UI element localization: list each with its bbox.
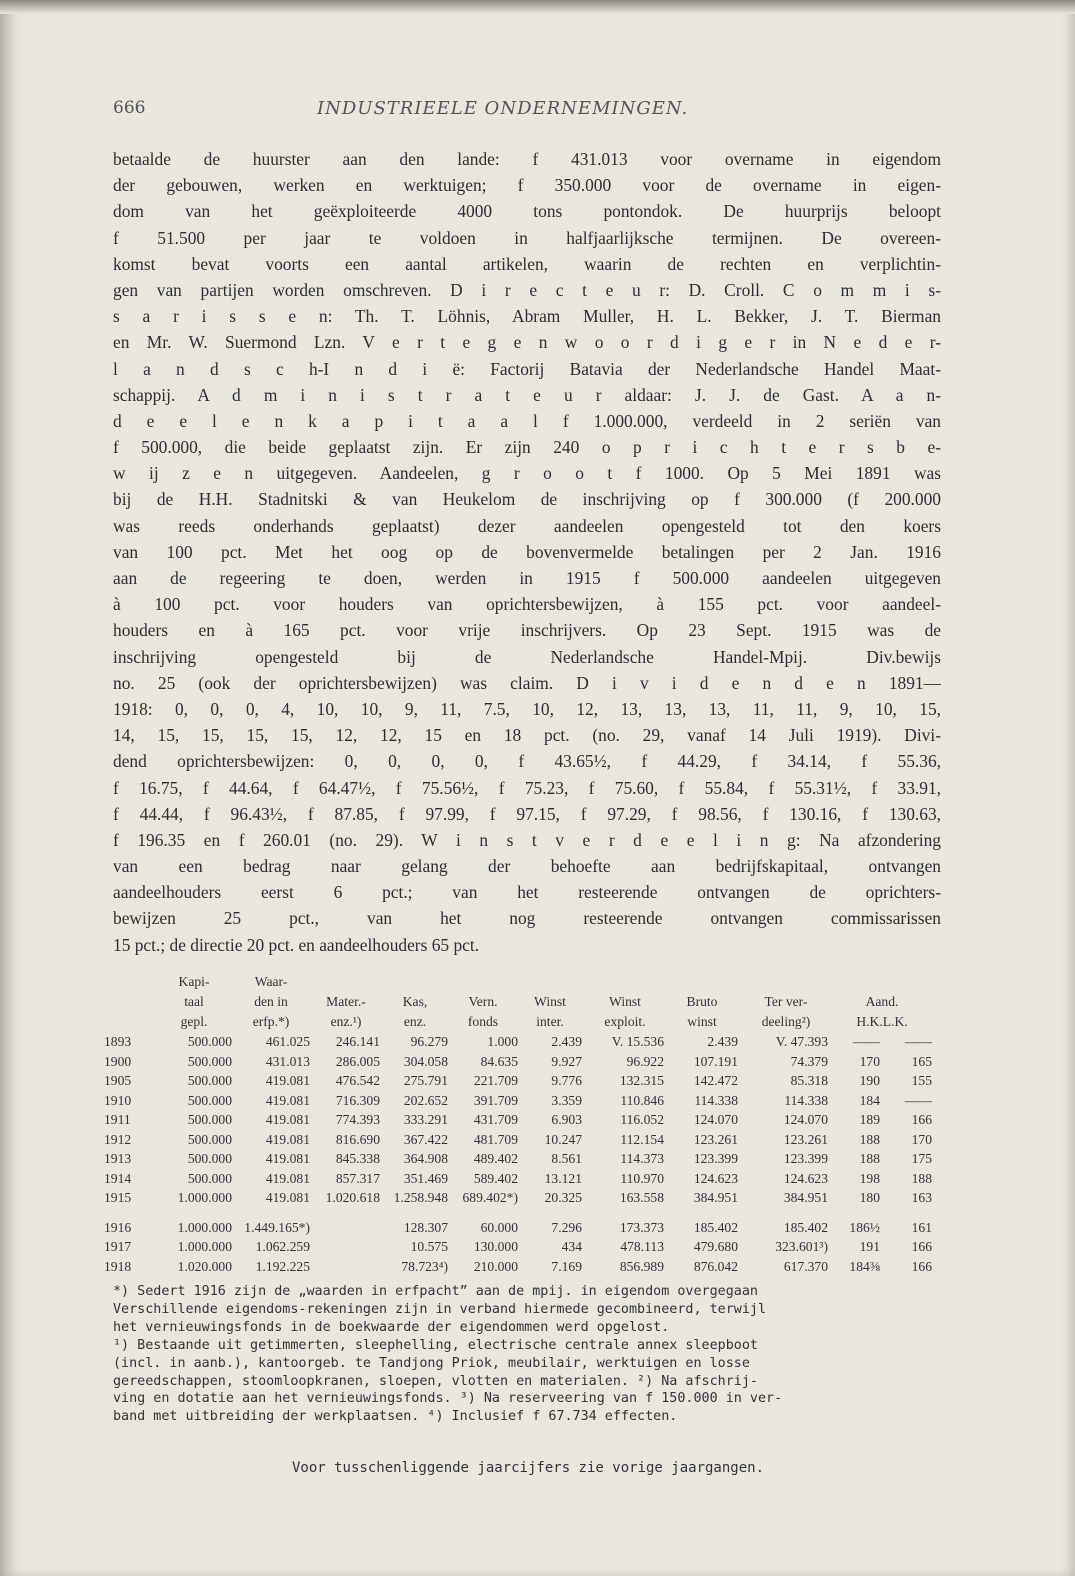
table-cell: 857.317 [335, 1170, 380, 1186]
table-header-cell: Mater.- [326, 994, 366, 1009]
table-cell: 419.081 [265, 1092, 310, 1108]
footnote-line: *) Sedert 1916 zijn de „waarden in erfpacht” aan de mpij. in eigendom overgegaan [113, 1284, 758, 1299]
table-cell: 3.359 [551, 1092, 582, 1108]
table-cell: 367.422 [403, 1131, 448, 1147]
table-header-cell: inter. [536, 1014, 564, 1029]
page-header [113, 98, 943, 126]
body-line: aandeelhouders eerst 6 pct.; van het resteerende ontvangen de oprichters- [113, 882, 941, 903]
table-cell: 364.908 [403, 1151, 448, 1166]
running-head: INDUSTRIEELE ONDERNEMINGEN. [317, 98, 689, 119]
table-year-cell: 1913 [104, 1151, 132, 1166]
table-cell: 84.635 [480, 1053, 518, 1069]
financial-table [104, 974, 944, 1278]
table-cell: 190 [859, 1073, 880, 1088]
table-row [104, 1190, 944, 1210]
page-number: 666 [113, 98, 146, 118]
table-cell: 124.623 [693, 1170, 738, 1186]
table-header-cell: Ter ver- [764, 994, 808, 1009]
table-cell: 6.903 [551, 1112, 582, 1127]
table-cell: 434 [561, 1239, 582, 1254]
table-cell: 2.439 [551, 1034, 582, 1049]
table-cell: 391.709 [473, 1092, 518, 1108]
table-header-cell: gepl. [180, 1014, 208, 1029]
table-cell: 128.307 [403, 1219, 448, 1235]
table-cell: 1.020.000 [177, 1258, 232, 1274]
table-cell: 246.141 [335, 1034, 380, 1049]
body-line: aan de regeering te doen, werden in 1915 f 500.000 aandeelen uitgegeven [113, 568, 941, 588]
table-header-cell: den in [254, 994, 288, 1009]
table-cell: 10.575 [410, 1239, 448, 1254]
table-cell: 351.469 [403, 1170, 448, 1186]
table-cell: 166 [911, 1239, 932, 1254]
table-cell: 419.081 [265, 1151, 310, 1166]
table-cell: 7.296 [551, 1219, 582, 1235]
table-row [104, 1220, 944, 1240]
table-header-cell: H.K.L.K. [856, 1014, 908, 1029]
table-header-cell: Kapi- [178, 974, 210, 989]
table-cell: 191 [859, 1239, 880, 1254]
table-year-cell: 1912 [104, 1131, 132, 1147]
table-cell: 124.070 [783, 1112, 828, 1127]
table-row [104, 1132, 944, 1152]
table-cell: 481.709 [473, 1131, 518, 1147]
body-line: l a n d s c h-I n d i ë: Factorij Batavia der Nederlandsche Handel Maat- [113, 358, 941, 379]
table-cell: 20.325 [544, 1190, 582, 1205]
body-line: 15 pct.; de directie 20 pct. en aandeelhouders 65 pct. [113, 934, 480, 955]
table-row [104, 1073, 944, 1093]
table-year-cell: 1916 [104, 1219, 132, 1235]
table-header-cell: enz. [403, 1014, 427, 1029]
table-cell: 114.338 [694, 1092, 738, 1108]
body-line: f 196.35 en f 260.01 (no. 29). W i n s t v e r d e e l i n g: Na afzondering [113, 829, 941, 850]
table-year-cell: 1900 [104, 1053, 132, 1069]
table-cell: 431.013 [265, 1053, 310, 1069]
table-cell: 210.000 [473, 1258, 518, 1274]
table-cell: 333.291 [403, 1112, 448, 1127]
table-cell: 202.652 [403, 1092, 448, 1108]
table-cell: 9.927 [551, 1053, 582, 1069]
table-cell: 124.623 [783, 1170, 828, 1186]
table-row [104, 1093, 944, 1113]
body-line: bewijzen 25 pct., van het nog resteerende ontvangen commissarissen [113, 908, 941, 929]
table-cell: 142.472 [693, 1073, 738, 1088]
table-cell: 96.922 [626, 1053, 664, 1069]
table-cell: —— [852, 1034, 880, 1049]
table-cell: 185.402 [693, 1219, 738, 1235]
table-row [104, 1034, 944, 1054]
table-cell: 123.399 [783, 1151, 828, 1166]
table-cell: 114.373 [620, 1151, 664, 1166]
body-line: was reeds onderhands geplaatst) dezer aandeelen opengesteld tot den koers [113, 515, 941, 536]
table-cell: 500.000 [187, 1131, 232, 1147]
table-cell: 716.309 [335, 1092, 380, 1108]
page-edge-shadow [0, 0, 1075, 14]
body-line: der gebouwen, werken en werktuigen; f 350.000 voor de overname in eigen- [113, 175, 941, 196]
table-year-cell: 1893 [104, 1034, 132, 1049]
table-cell: 170 [911, 1131, 932, 1147]
table-cell: 188 [859, 1151, 880, 1166]
body-line: van een bedrag naar gelang der behoefte aan bedrijfskapitaal, ontvangen [113, 856, 941, 877]
table-cell: 189 [859, 1112, 880, 1127]
table-cell: 130.000 [473, 1239, 518, 1254]
table-cell: 170 [859, 1053, 880, 1069]
table-cell: 845.338 [335, 1151, 380, 1166]
table-cell: 112.154 [620, 1131, 664, 1147]
table-cell: 1.192.225 [255, 1258, 310, 1274]
body-line: 1918: 0, 0, 0, 4, 10, 10, 9, 11, 7.5, 10, 12, 13, 13, 13, 11, 11, 9, 10, 15, [113, 698, 941, 719]
body-line: f 44.44, f 96.43½, f 87.85, f 97.99, f 97.15, f 97.29, f 98.56, f 130.16, f 130.63, [113, 803, 941, 824]
table-cell: 1.000.000 [177, 1190, 232, 1205]
table-cell: 419.081 [265, 1190, 310, 1205]
table-header-cell: Waar- [254, 974, 288, 989]
body-line: schappij. A d m i n i s t r a t e u r aldaar: J. J. de Gast. A a n- [113, 384, 941, 405]
table-cell: —— [904, 1092, 932, 1108]
table-cell: 500.000 [187, 1112, 232, 1127]
footnote-line: Verschillende eigendoms-rekeningen zijn in verband hiermede gecombineerd, terwijl [113, 1301, 767, 1317]
table-cell: 1.000.000 [177, 1239, 232, 1254]
table-cell: 500.000 [187, 1053, 232, 1069]
table-header-cell: Kas, [402, 994, 428, 1009]
body-line: 14, 15, 15, 15, 15, 12, 12, 15 en 18 pct. (no. 29, vanaf 14 Juli 1919). Divi- [113, 725, 941, 746]
table-cell: 198 [859, 1170, 880, 1186]
table-header-cell: Aand. [865, 994, 899, 1009]
table-cell: V. 15.536 [611, 1034, 664, 1049]
table-row [104, 1054, 944, 1074]
table-cell: 2.439 [707, 1034, 738, 1049]
table-cell: 188 [859, 1131, 880, 1147]
table-cell: 323.601³) [775, 1239, 828, 1254]
table-cell: 8.561 [551, 1151, 582, 1166]
table-cell: 1.020.618 [325, 1190, 380, 1205]
closing-note: Voor tusschenliggende jaarcijfers zie vorige jaargangen. [291, 1460, 764, 1476]
table-cell: 107.191 [693, 1053, 738, 1069]
table-header-cell: Winst [609, 994, 641, 1009]
table-cell: 419.081 [265, 1112, 310, 1127]
table-cell: 489.402 [473, 1151, 518, 1166]
table-cell: 114.338 [784, 1092, 828, 1108]
table-row [104, 1171, 944, 1191]
table-cell: 60.000 [480, 1219, 518, 1235]
table-cell: 123.261 [783, 1131, 828, 1147]
table-cell: 816.690 [335, 1131, 380, 1147]
table-spacer [104, 1210, 944, 1220]
body-line: komst bevat voorts een aantal artikelen, waarin de rechten en verplichtin- [113, 253, 941, 274]
table-cell: 461.025 [265, 1034, 310, 1049]
footnote-line: het vernieuwingsfonds in de boekwaarde der eigendommen werd opgelost. [113, 1319, 670, 1335]
table-cell: 689.402*) [462, 1190, 518, 1205]
table-cell: 166 [911, 1258, 932, 1274]
table-cell: 110.970 [620, 1170, 664, 1186]
table-row [104, 1151, 944, 1171]
table-cell: 500.000 [187, 1151, 232, 1166]
table-year-cell: 1915 [104, 1190, 132, 1205]
table-header-cell: erfp.*) [252, 1014, 290, 1029]
table-cell: 74.379 [790, 1053, 828, 1069]
table-cell: 500.000 [187, 1034, 232, 1049]
table-cell: 1.000 [487, 1034, 518, 1049]
footnote-line: band met uitbreiding der werkplaatsen. ⁴) Inclusief f 67.734 effecten. [113, 1409, 678, 1425]
table-cell: 384.951 [693, 1190, 738, 1205]
table-cell: 155 [911, 1073, 932, 1088]
table-cell: 184 [859, 1092, 880, 1108]
table-footnotes [113, 1283, 943, 1426]
table-year-cell: 1914 [104, 1170, 132, 1186]
table-cell: 85.318 [790, 1073, 828, 1088]
table-cell: 1.062.259 [255, 1239, 310, 1254]
table-cell: 166 [911, 1112, 932, 1127]
table-header-cell: winst [687, 1014, 717, 1029]
table-cell: 175 [911, 1151, 932, 1166]
table-cell: 188 [911, 1170, 932, 1186]
table-cell: 96.279 [410, 1034, 448, 1049]
table-cell: V. 47.393 [775, 1034, 828, 1049]
table-cell: 500.000 [187, 1170, 232, 1186]
body-line: w ij z e n uitgegeven. Aandeelen, g r o o t f 1000. Op 5 Mei 1891 was [113, 463, 941, 484]
table-cell: 180 [859, 1190, 880, 1205]
table-row [104, 1259, 944, 1279]
table-cell: 500.000 [187, 1092, 232, 1108]
table-cell: 589.402 [473, 1170, 518, 1186]
footnote-line: gereedschappen, stoomloopkranen, sloepen, vlotten en materialen. ²) Na afschrij- [113, 1373, 758, 1389]
body-line: bij de H.H. Stadnitski & van Heukelom de inschrijving op f 300.000 (f 200.000 [113, 489, 941, 510]
body-line: en Mr. W. Suermond Lzn. V e r t e g e n w o o r d i g e r in N e d e r- [113, 332, 941, 353]
table-cell: 161 [911, 1219, 932, 1235]
table-cell: 1.000.000 [177, 1219, 232, 1235]
table-header-row [104, 974, 944, 994]
body-line: houders en à 165 pct. voor vrije inschrijvers. Op 23 Sept. 1915 was de [113, 620, 941, 641]
table-cell: 185.402 [783, 1219, 828, 1235]
table-cell: 275.791 [403, 1073, 448, 1088]
table-cell: 286.005 [335, 1053, 380, 1069]
table-header-row [104, 994, 944, 1014]
table-cell: 163 [911, 1190, 932, 1205]
table-cell: 163.558 [619, 1190, 664, 1205]
table-year-cell: 1905 [104, 1073, 132, 1088]
table-cell: 476.542 [335, 1073, 380, 1088]
table-year-cell: 1910 [104, 1092, 132, 1108]
table-cell: 419.081 [265, 1131, 310, 1147]
table-cell: 110.846 [620, 1092, 664, 1108]
footnote-line: ving en dotatie aan het vernieuwingsfonds. ³) Na reserveering van f 150.000 in ver- [113, 1391, 783, 1407]
table-cell: 304.058 [403, 1053, 448, 1069]
table-header-cell: taal [184, 994, 204, 1009]
table-cell: 221.709 [473, 1073, 518, 1088]
table-cell: 173.373 [619, 1219, 664, 1235]
body-line: van 100 pct. Met het oog op de bovenvermelde betalingen per 2 Jan. 1916 [113, 541, 941, 562]
table-cell: 123.261 [693, 1131, 738, 1147]
table-cell: 116.052 [620, 1112, 664, 1127]
table-cell: 774.393 [335, 1112, 380, 1127]
table-cell: —— [904, 1034, 932, 1049]
body-line: f 51.500 per jaar te voldoen in halfjaarlijksche termijnen. De overeen- [113, 227, 941, 248]
table-cell: 132.315 [619, 1073, 664, 1088]
table-cell: 184⅜ [849, 1258, 880, 1274]
table-cell: 419.081 [265, 1073, 310, 1088]
table-header-cell: Winst [534, 994, 566, 1009]
table-cell: 165 [911, 1053, 932, 1069]
body-line: à 100 pct. voor houders van oprichtersbewijzen, à 155 pct. voor aandeel- [113, 594, 941, 615]
body-line: dend oprichtersbewijzen: 0, 0, 0, 0, f 43.65½, f 44.29, f 34.14, f 55.36, [113, 751, 941, 772]
body-line: gen van partijen worden omschreven. D i r e c t e u r: D. Croll. C o m m i s- [113, 279, 941, 300]
body-line: f 500.000, die beide geplaatst zijn. Er zijn 240 o p r i c h t e r s b e- [113, 437, 941, 458]
table-header-row [104, 1014, 944, 1034]
table-header-cell: fonds [467, 1014, 499, 1029]
body-line: dom van het geëxploiteerde 4000 tons pontondok. De huurprijs beloopt [113, 201, 941, 222]
table-cell: 123.399 [693, 1151, 738, 1166]
table-cell: 479.680 [693, 1239, 738, 1254]
body-line: no. 25 (ook der oprichtersbewijzen) was claim. D i v i d e n d e n 1891— [113, 672, 941, 693]
table-header-cell: enz.¹) [330, 1014, 362, 1029]
table-cell: 617.370 [783, 1258, 828, 1274]
table-year-cell: 1911 [104, 1112, 131, 1127]
table-row [104, 1239, 944, 1259]
table-cell: 7.169 [551, 1258, 582, 1274]
footnote-line: ¹) Bestaande uit getimmerten, sleephelling, electrische centrale annex sleepboot [113, 1337, 758, 1353]
table-cell: 1.258.948 [393, 1190, 448, 1205]
table-header-cell: deeling²) [761, 1014, 811, 1029]
table-cell: 478.113 [620, 1239, 664, 1254]
table-year-cell: 1917 [104, 1239, 132, 1254]
table-cell: 500.000 [187, 1073, 232, 1088]
table-cell: 856.989 [619, 1258, 664, 1274]
table-cell: 78.723⁴) [401, 1258, 448, 1274]
table-cell: 431.709 [473, 1112, 518, 1127]
table-year-cell: 1918 [104, 1258, 132, 1274]
table-cell: 384.951 [783, 1190, 828, 1205]
table-cell: 419.081 [265, 1170, 310, 1186]
body-line: s a r i s s e n: Th. T. Löhnis, Abram Muller, H. L. Bekker, J. T. Bierman [113, 306, 941, 327]
table-cell: 9.776 [551, 1073, 582, 1088]
table-cell: 124.070 [693, 1112, 738, 1127]
body-line: d e e l e n k a p i t a a l f 1.000.000, verdeeld in 2 seriën van [113, 410, 941, 431]
table-header-cell: Bruto [686, 994, 718, 1009]
body-line: betaalde de huurster aan den lande: f 431.013 voor overname in eigendom [113, 149, 941, 169]
table-header-cell: exploit. [604, 1014, 646, 1029]
table-cell: 186½ [849, 1219, 880, 1235]
footnote-line: (incl. in aanb.), kantoorgeb. te Tandjong Priok, meubilair, werktuigen en losse [113, 1355, 750, 1371]
table-row [104, 1112, 944, 1132]
table-header-cell: Vern. [468, 994, 498, 1009]
body-text [113, 146, 941, 958]
table-cell: 876.042 [693, 1258, 738, 1274]
body-line: f 16.75, f 44.64, f 64.47½, f 75.56½, f 75.23, f 75.60, f 55.84, f 55.31½, f 33.91, [113, 777, 941, 798]
table-cell: 10.247 [544, 1131, 582, 1147]
body-line: inschrijving opengesteld bij de Nederlandsche Handel-Mpij. Div.bewijs [113, 646, 941, 667]
table-cell: 13.121 [544, 1170, 582, 1186]
table-cell: 1.449.165*) [244, 1219, 310, 1235]
